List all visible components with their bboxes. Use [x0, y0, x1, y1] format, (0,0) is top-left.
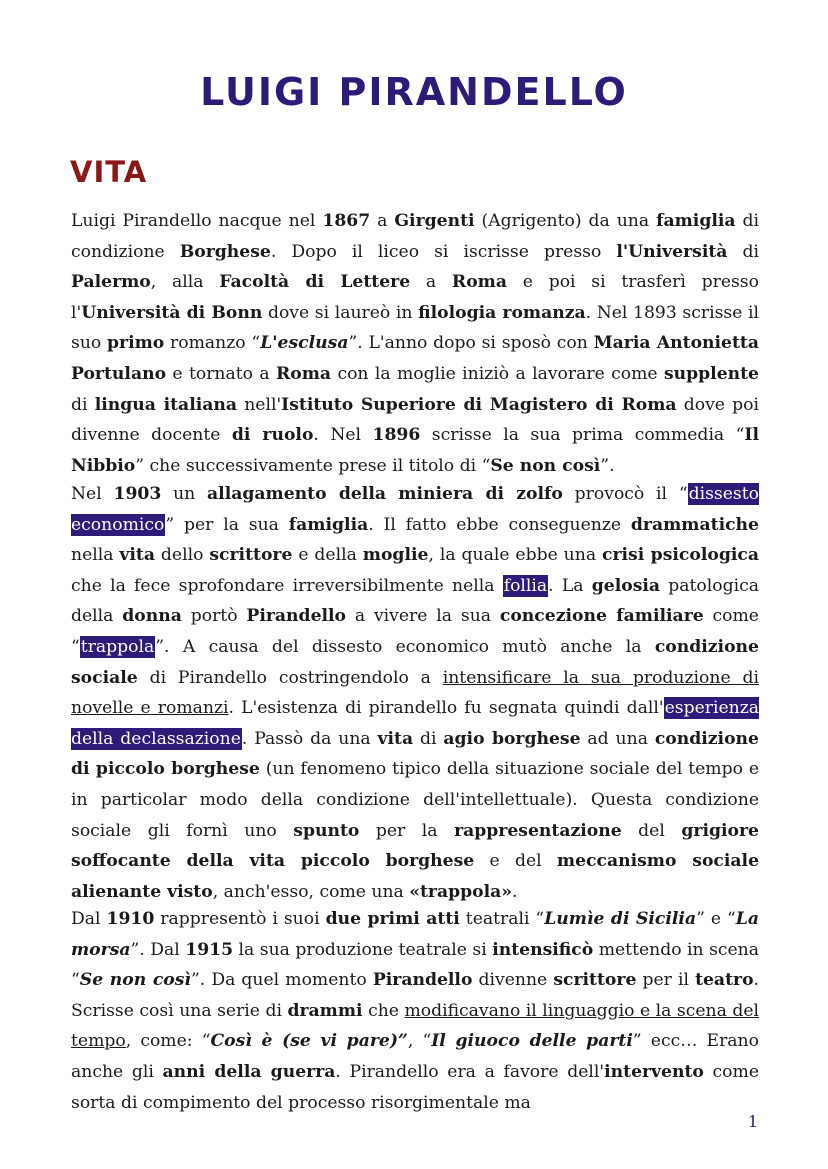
- bold-italic-text: Lumìe di Sicilia: [544, 909, 697, 929]
- highlighted-text: dissesto economico: [71, 484, 759, 535]
- text-span: . Passò da una: [241, 728, 378, 749]
- text-span: del: [621, 820, 682, 841]
- bold-italic-text: Il giuoco delle parti: [431, 1031, 633, 1052]
- paragraph-1: [71, 206, 759, 481]
- bold-text: Girgenti: [394, 211, 475, 231]
- bold-text: Università di Bonn: [81, 302, 263, 323]
- text-span: ”. Dal: [130, 939, 186, 960]
- text-span: . Dopo il liceo si iscrisse presso: [270, 241, 617, 262]
- text-span: ad una: [580, 728, 655, 749]
- text-span: dello: [155, 545, 210, 566]
- text-span: ” ecc… Erano anche gli: [71, 1031, 759, 1082]
- text-span: a: [410, 272, 452, 293]
- bold-text: drammi: [287, 1000, 363, 1021]
- text-span: ”.: [600, 455, 615, 476]
- bold-text: concezione familiare: [499, 606, 704, 627]
- bold-text: Roma: [451, 272, 507, 293]
- text-span: a vivere la sua: [346, 606, 500, 627]
- bold-text: famiglia: [656, 211, 736, 231]
- text-span: . Pirandello era a favore dell': [335, 1061, 605, 1082]
- bold-text: Istituto Superiore di Magistero di Roma: [281, 394, 677, 415]
- highlighted-text: trappola: [80, 636, 155, 657]
- text-span: come “: [71, 606, 759, 657]
- text-span: . Scrisse così una serie di: [71, 970, 760, 1021]
- text-span: , anch'esso, come una: [212, 881, 410, 902]
- bold-italic-text: Se non così: [79, 970, 191, 991]
- bold-text: l'Università: [616, 241, 728, 262]
- paragraph-2: [71, 479, 759, 907]
- bold-text: supplente: [663, 363, 759, 384]
- bold-text: grigiore soffocante della vita piccolo borghese: [71, 820, 759, 872]
- page-number: 1: [747, 1112, 758, 1131]
- bold-text: famiglia: [288, 514, 369, 535]
- underlined-text: intensificare la sua produzione di novelle e romanzi: [71, 667, 759, 719]
- paragraph-3: [71, 904, 759, 1118]
- bold-italic-text: L'esclusa: [260, 333, 349, 354]
- section-heading-vita: VITA: [70, 155, 148, 189]
- text-span: Dal: [71, 909, 107, 929]
- text-span: che: [362, 1000, 405, 1021]
- text-span: nell': [237, 394, 282, 415]
- text-span: ” per la sua: [165, 514, 289, 535]
- text-span: e tornato a: [166, 363, 276, 384]
- bold-text: 1896: [372, 425, 421, 446]
- bold-text: Palermo: [71, 272, 151, 293]
- text-span: nella: [71, 545, 120, 566]
- text-span: dove si laureò in: [262, 302, 419, 323]
- text-span: ”. Da quel momento: [190, 970, 373, 991]
- text-span: e della: [292, 545, 363, 566]
- text-span: di: [71, 394, 95, 415]
- text-span: , come: “: [125, 1031, 211, 1052]
- bold-text: scrittore: [553, 970, 637, 991]
- text-span: mettendo in scena “: [71, 939, 759, 991]
- bold-text: meccanismo sociale alienante visto: [71, 851, 760, 902]
- bold-italic-text: La morsa: [71, 909, 759, 960]
- bold-text: Roma: [276, 363, 332, 384]
- bold-text: Se non così: [490, 455, 601, 476]
- bold-text: filologia romanza: [418, 302, 586, 323]
- text-span: ”. L'anno dopo si sposò con: [348, 333, 594, 354]
- text-span: (un fenomeno tipico della situazione sociale del tempo e in particolar modo della condizione dell'intellettuale). Questa condizione sociale gli fornì uno: [71, 759, 759, 841]
- bold-text: spunto: [293, 820, 360, 841]
- bold-text: «trappola»: [409, 881, 513, 902]
- text-span: romanzo “: [164, 333, 261, 354]
- text-span: ”. A causa del dissesto economico mutò anche la: [155, 636, 655, 657]
- text-span: ” che successivamente prese il titolo di “: [135, 455, 491, 476]
- bold-text: 1903: [113, 484, 162, 504]
- text-span: . Nel 1893 scrisse il suo: [71, 302, 759, 354]
- text-span: . Il fatto ebbe conseguenze: [368, 514, 631, 535]
- text-span: , “: [407, 1031, 432, 1052]
- text-span: e del: [474, 851, 557, 872]
- text-span: portò: [181, 606, 247, 627]
- text-span: Luigi Pirandello nacque nel: [71, 211, 323, 231]
- bold-text: Il Nibbio: [71, 425, 759, 476]
- text-span: di: [727, 241, 759, 262]
- bold-italic-text: Così è (se vi pare)”: [210, 1031, 408, 1052]
- bold-text: di ruolo: [231, 425, 314, 446]
- bold-text: intervento: [604, 1061, 704, 1082]
- text-span: la sua produzione teatrale si: [233, 939, 493, 960]
- bold-text: lingua italiana: [94, 394, 238, 415]
- bold-text: 1867: [322, 211, 371, 231]
- bold-text: scrittore: [209, 545, 293, 566]
- bold-text: Pirandello: [372, 970, 473, 991]
- bold-text: intensificò: [492, 939, 594, 960]
- text-span: per il: [636, 970, 696, 991]
- text-span: teatrali “: [459, 909, 545, 929]
- text-span: provocò il “: [562, 484, 688, 504]
- bold-text: 1915: [185, 939, 234, 960]
- bold-text: 1910: [106, 909, 155, 929]
- bold-text: condizione di piccolo borghese: [71, 728, 759, 780]
- bold-text: vita: [377, 728, 414, 749]
- text-span: dove poi divenne docente: [71, 394, 759, 446]
- bold-text: donna: [122, 606, 182, 627]
- bold-text: crisi psicologica: [601, 545, 759, 566]
- text-span: come sorta di compimento del processo risorgimentale ma: [71, 1061, 759, 1113]
- text-span: di condizione: [71, 211, 760, 262]
- bold-text: Borghese: [179, 241, 271, 262]
- text-span: . La: [548, 575, 592, 596]
- text-span: . Nel: [313, 425, 373, 446]
- bold-text: agio borghese: [443, 728, 581, 749]
- text-span: per la: [359, 820, 455, 841]
- bold-text: moglie: [362, 545, 429, 566]
- bold-text: vita: [119, 545, 155, 566]
- text-span: a: [370, 211, 395, 231]
- bold-text: primo: [107, 333, 165, 354]
- text-span: un: [161, 484, 208, 504]
- highlighted-text: esperienza della declassazione: [71, 698, 760, 749]
- text-span: e poi si trasferì presso l': [71, 272, 759, 323]
- text-span: scrisse la sua prima commedia “: [420, 425, 745, 446]
- text-span: di: [413, 728, 444, 749]
- text-span: che la fece sprofondare irreversibilmente nella: [71, 575, 503, 596]
- text-span: .: [512, 881, 518, 902]
- text-span: con la moglie iniziò a lavorare come: [331, 363, 664, 384]
- text-span: divenne: [472, 970, 554, 991]
- text-span: Nel: [71, 484, 114, 504]
- bold-text: anni della guerra: [162, 1061, 336, 1082]
- page-title: LUIGI PIRANDELLO: [200, 70, 628, 114]
- highlighted-text: follia: [503, 575, 548, 596]
- bold-text: Pirandello: [246, 606, 347, 627]
- text-span: ” e “: [696, 909, 736, 929]
- text-span: , alla: [150, 272, 220, 293]
- bold-text: allagamento della miniera di zolfo: [207, 484, 563, 504]
- bold-text: rappresentazione: [454, 820, 622, 841]
- underlined-text: modificavano il linguaggio e la scena del tempo: [71, 1000, 760, 1052]
- text-span: . L'esistenza di pirandello fu segnata quindi dall': [228, 698, 664, 719]
- bold-text: Maria Antonietta Portulano: [71, 333, 760, 384]
- bold-text: Facoltà di Lettere: [219, 272, 411, 293]
- bold-text: drammatiche: [630, 514, 759, 535]
- text-span: patologica della: [71, 575, 759, 627]
- bold-text: teatro: [695, 970, 754, 991]
- text-span: , la quale ebbe una: [428, 545, 602, 566]
- text-span: (Agrigento) da una: [474, 211, 657, 231]
- bold-text: due primi atti: [325, 909, 460, 929]
- text-span: rappresentò i suoi: [154, 909, 326, 929]
- bold-text: gelosia: [591, 575, 661, 596]
- text-span: di Pirandello costringendolo a: [137, 667, 443, 688]
- bold-text: condizione sociale: [71, 636, 759, 688]
